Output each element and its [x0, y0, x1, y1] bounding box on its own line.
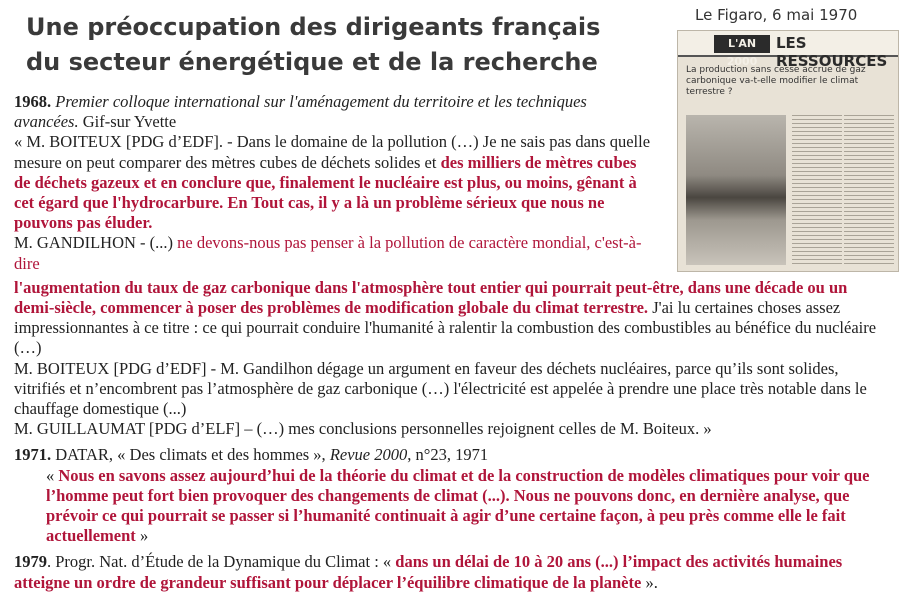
- clipping-caption: Le Figaro, 6 mai 1970: [695, 6, 858, 24]
- entry-source-journal: Revue 2000: [329, 445, 408, 465]
- quote-boiteux-2: M. BOITEUX [PDG d’EDF] - M. Gandilhon dégage un argument en faveur des déchets nucléaires, parce qu’ils sont solides, vitrifiés et n’encombrent pas l’atmosphère de gaz carbonique (…) l'électricité est appelée à prendre une place très notable dans le chauffage domestique (...): [14, 358, 867, 419]
- clipping-masthead: [678, 31, 898, 70]
- entry-1979: [14, 552, 886, 592]
- entry-year: 1979: [14, 552, 47, 572]
- entry-source: DATAR, « Des climats et des hommes »,: [55, 445, 326, 465]
- clipping-logo: L'AN 2000: [714, 35, 770, 53]
- quote-close-mark: ».: [645, 572, 658, 592]
- quote-datar-text: Nous en savons assez aujourd’hui de la théorie du climat et de la construction de modèles climatiques pour voir que l’homme peut fort bien provoquer des changements de climat (...). Nous ne pouvons donc, en dernière analyse, que prévoir ce qui pourrait se passer si l’humanité continuait à agir d’une certaine façon, à peu près comme elle le fait actuellement: [46, 465, 870, 546]
- page-title: Une préoccupation des dirigeants français du secteur énergétique et de la recherche: [26, 13, 601, 76]
- entry-year: 1968.: [14, 92, 52, 111]
- document-body: [14, 92, 886, 597]
- entry-1968-continued: [14, 278, 886, 440]
- quote-datar: [14, 466, 886, 547]
- entry-source: . Progr. Nat. d’Étude de la Dynamique du Climat : «: [47, 552, 392, 572]
- entry-year: 1971.: [14, 445, 52, 465]
- quote-pnedc-text: dans un délai de 10 à 20 ans (...) l’impact des activités humaines atteigne un ordre de grandeur suffisant pour déplacer l’équilibre climatique de la planète: [14, 552, 843, 592]
- clipping-headline: La production sans cesse accrue de gaz carbonique va-t-elle modifier le climat terrestre ?: [686, 65, 866, 97]
- quote-gandilhon-highlight: ne devons-nous pas penser à la pollution de caractère mondial, c'est-à-dire: [14, 233, 642, 273]
- quote-guillaumat: M. GUILLAUMAT [PDG d’ELF] – (…) mes conclusions personnelles rejoignent celles de M. Boiteux. »: [14, 419, 712, 439]
- quote-gandilhon-rest: J'ai lu certaines choses assez impressionnantes à ce titre : ce qui pourrait conduire l'humanité à ralentir la combustion des combustibles au bénéfice du nucléaire (…): [14, 298, 877, 358]
- entry-1971: [14, 445, 886, 546]
- quote-boiteux: « M. BOITEUX [PDG d’EDF]. - Dans le domaine de la pollution (…) Je ne sais pas dans quelle mesure on peut comparer des mètres cubes de déchets solides et: [14, 132, 651, 172]
- quote-open-mark: «: [46, 465, 55, 485]
- entry-place: Gif-sur Yvette: [82, 112, 177, 132]
- quote-gandilhon-main: l'augmentation du taux de gaz carbonique dans l'atmosphère tout entier qui pourrait peut-être, dans une décade ou un demi-siècle, commencer à poser des problèmes de modification globale du climat terrestre.: [14, 277, 848, 318]
- entry-1968: [14, 92, 654, 274]
- quote-close-mark: »: [139, 526, 149, 546]
- clipping-section-title: LES RESSOURCES: [776, 34, 888, 70]
- entry-source-issue: , n°23, 1971: [407, 445, 489, 465]
- entry-event: Premier colloque international sur l'aménagement du territoire et les techniques avancées.: [14, 92, 587, 132]
- quote-boiteux-highlight: des milliers de mètres cubes de déchets gazeux et en conclure que, finalement le nucléaire est plus, ou moins, gênant à cet égard que l'hydrocarbure. En Tout cas, il y a là un problème sérieux que nous ne pouvons pas éluder.: [14, 152, 637, 233]
- quote-gandilhon-speaker: M. GANDILHON - (...): [14, 233, 174, 253]
